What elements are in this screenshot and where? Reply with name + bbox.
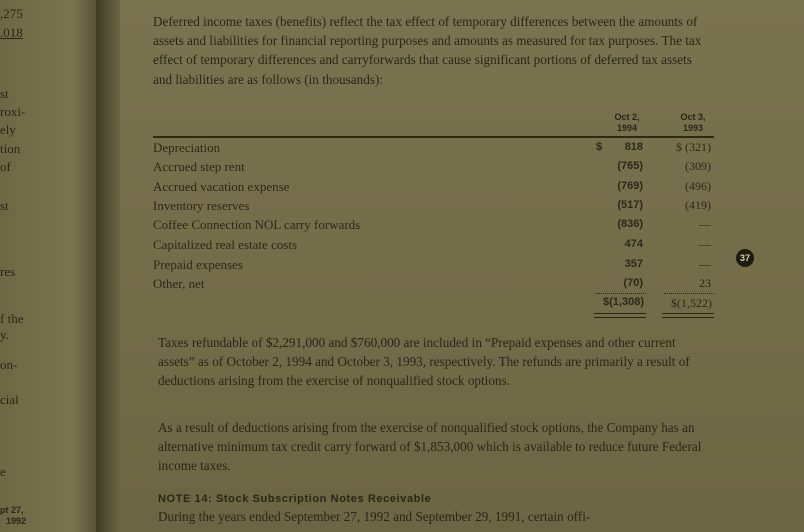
left-date-line: 1992 (6, 516, 27, 526)
note-14-heading: NOTE 14: Stock Subscription Notes Receivable (158, 493, 432, 505)
left-fragment: ,275 (0, 6, 23, 21)
value-1993: (309) (685, 159, 711, 173)
table-row (153, 179, 713, 198)
left-fragment: cial (0, 392, 19, 407)
subtotal-dotted-rule (664, 293, 714, 294)
value-1993: $ (321) (676, 140, 711, 154)
row-label: Other, net (153, 276, 205, 291)
left-fragment: res (0, 264, 16, 279)
value-1993: — (699, 257, 711, 271)
column-header-line: 1994 (616, 123, 638, 133)
value-1993: (419) (685, 198, 711, 212)
left-fragment: st (0, 86, 9, 101)
value-1993: — (699, 237, 711, 251)
row-label: Depreciation (153, 140, 221, 155)
table-top-rule (153, 136, 714, 138)
left-fragment: .018 (0, 25, 23, 40)
left-date-line: pt 27, (0, 505, 24, 515)
intro-paragraph: Deferred income taxes (benefits) reflect the tax effect of temporary differences between the amounts of assets and liabilities for financial reporting purposes and amounts as measured for tax purposes. The tax effect of temporary differences and carryforwards that cause significant portions of deferred tax assets and liabilities are as follows (in thousands): (153, 14, 702, 87)
value-1994: (769) (617, 180, 643, 192)
value-1994: (70) (623, 277, 643, 289)
value-1993: — (699, 217, 711, 231)
column-header-1993 (668, 112, 718, 134)
table-row (153, 257, 713, 276)
total-double-rule (662, 313, 714, 318)
total-row (0, 296, 804, 312)
subtotal-dotted-rule (596, 293, 646, 294)
row-label: Accrued vacation expense (153, 179, 290, 194)
value-1994: (836) (617, 218, 643, 230)
left-fragment: tion (0, 141, 21, 156)
value-1993: (496) (685, 179, 711, 193)
left-fragment: of (0, 159, 11, 174)
page-number-badge: 37 (736, 249, 754, 267)
value-1993: 23 (699, 276, 711, 290)
value-1994: 357 (624, 258, 643, 270)
value-1994: (517) (617, 199, 643, 211)
left-page (0, 0, 104, 532)
left-fragment: roxi- (0, 104, 26, 119)
value-1994: 474 (624, 238, 643, 250)
total-1993: $(1,522) (671, 296, 712, 310)
left-fragment: y. (0, 327, 9, 342)
left-fragment: e (0, 464, 6, 479)
column-header-line: Oct 2, (614, 112, 640, 122)
left-fragment: f the (0, 311, 24, 326)
row-label: Inventory reserves (153, 198, 250, 213)
value-1994: (765) (617, 160, 643, 172)
row-label: Prepaid expenses (153, 257, 243, 272)
note-14-body: During the years ended September 27, 1992 and September 29, 1991, certain offi- (158, 509, 591, 524)
column-header-line: Oct 3, (680, 112, 706, 122)
total-double-rule (594, 313, 646, 318)
row-label: Coffee Connection NOL carry forwards (153, 217, 361, 232)
total-1994: $(1,308) (603, 296, 644, 308)
table-row (153, 237, 713, 256)
dollar-sign: $ (596, 141, 603, 153)
table-row (153, 217, 713, 236)
amt-credit-paragraph: As a result of deductions arising from the exercise of nonqualified stock options, the Company has an alternative minimum tax credit carry forward of $1,853,000 which is available to reduce future Federal income taxes. (158, 420, 702, 474)
row-label: Accrued step rent (153, 159, 245, 174)
column-header-1994 (602, 112, 652, 134)
table-row (153, 198, 713, 217)
table-row (153, 140, 713, 159)
left-fragment: ely (0, 122, 16, 137)
row-label: Capitalized real estate costs (153, 237, 298, 252)
left-fragment: st (0, 198, 9, 213)
table-row (153, 159, 713, 178)
taxes-refundable-paragraph: Taxes refundable of $2,291,000 and $760,000 are included in “Prepaid expenses and other current assets” as of October 2, 1994 and October 3, 1993, respectively. The refunds are primarily a result of deductions arising from the exercise of nonqualified stock options. (158, 335, 690, 389)
book-gutter (96, 0, 120, 532)
column-header-line: 1993 (682, 123, 704, 133)
value-1994: 818 (624, 141, 643, 153)
left-fragment: on- (0, 357, 18, 372)
